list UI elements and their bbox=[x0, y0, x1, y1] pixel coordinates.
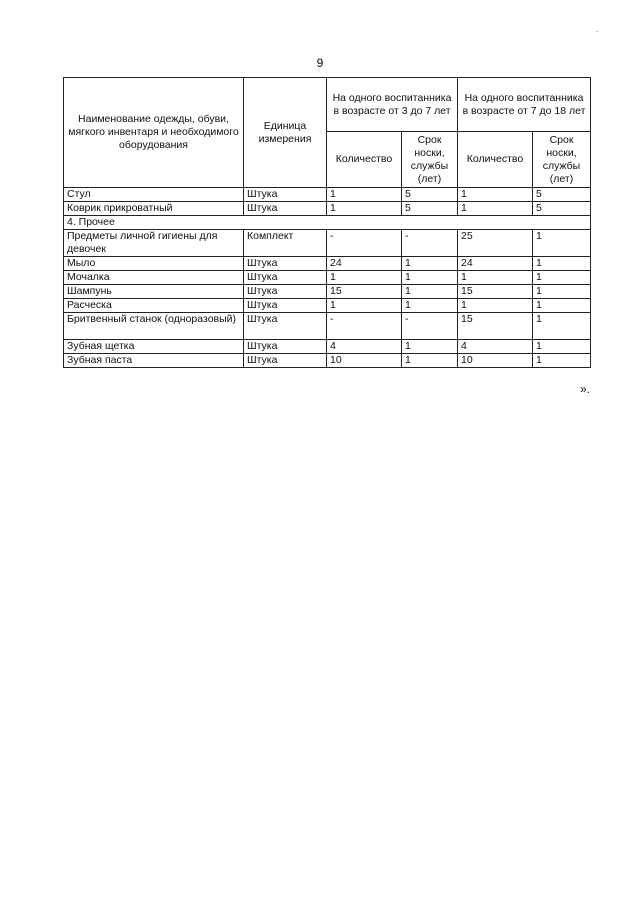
table-row bbox=[64, 299, 591, 313]
cell-period-7-18: 1 bbox=[533, 313, 591, 340]
cell-period-3-7: 1 bbox=[402, 299, 458, 313]
cell-quantity-7-18: 15 bbox=[458, 313, 533, 340]
header-period-3-7: Срок носки, службы (лет) bbox=[402, 132, 458, 188]
table-row bbox=[64, 285, 591, 299]
cell-quantity-3-7: - bbox=[327, 230, 402, 257]
cell-unit: Штука bbox=[244, 271, 327, 285]
cell-quantity-3-7: 10 bbox=[327, 354, 402, 368]
cell-period-3-7: 5 bbox=[402, 188, 458, 202]
cell-name: Зубная щетка bbox=[64, 340, 244, 354]
table-row bbox=[64, 313, 591, 340]
cell-period-7-18: 1 bbox=[533, 354, 591, 368]
cell-name: Мочалка bbox=[64, 271, 244, 285]
header-item-name: Наименование одежды, обуви, мягкого инвентаря и необходимого оборудования bbox=[64, 78, 244, 188]
cell-name: Расческа bbox=[64, 299, 244, 313]
cell-quantity-3-7: 15 bbox=[327, 285, 402, 299]
cell-name: Бритвенный станок (одноразовый) bbox=[64, 313, 244, 340]
cell-period-7-18: 1 bbox=[533, 285, 591, 299]
cell-period-7-18: 1 bbox=[533, 271, 591, 285]
cell-quantity-7-18: 1 bbox=[458, 271, 533, 285]
cell-quantity-7-18: 1 bbox=[458, 299, 533, 313]
closing-quote: ». bbox=[580, 382, 591, 396]
header-unit: Единица измерения bbox=[244, 78, 327, 188]
section-row bbox=[64, 216, 591, 230]
cell-quantity-3-7: 1 bbox=[327, 299, 402, 313]
cell-quantity-7-18: 10 bbox=[458, 354, 533, 368]
cell-unit: Штука bbox=[244, 313, 327, 340]
cell-quantity-7-18: 4 bbox=[458, 340, 533, 354]
cell-period-3-7: - bbox=[402, 230, 458, 257]
cell-period-3-7: 1 bbox=[402, 285, 458, 299]
table-row bbox=[64, 271, 591, 285]
cell-quantity-3-7: 1 bbox=[327, 188, 402, 202]
cell-period-7-18: 1 bbox=[533, 299, 591, 313]
table-row bbox=[64, 188, 591, 202]
table-header-row bbox=[64, 78, 591, 132]
header-period-7-18: Срок носки, службы (лет) bbox=[533, 132, 591, 188]
cell-unit: Штука bbox=[244, 285, 327, 299]
cell-quantity-3-7: 1 bbox=[327, 271, 402, 285]
page-number: 9 bbox=[316, 56, 324, 70]
cell-period-7-18: 5 bbox=[533, 188, 591, 202]
cell-quantity-7-18: 1 bbox=[458, 202, 533, 216]
table-row bbox=[64, 257, 591, 271]
cell-unit: Штука bbox=[244, 202, 327, 216]
table-row bbox=[64, 354, 591, 368]
cell-unit: Штука bbox=[244, 299, 327, 313]
cell-unit: Штука bbox=[244, 257, 327, 271]
header-age-3-7: На одного воспитанника в возрасте от 3 до 7 лет bbox=[327, 78, 458, 132]
header-quantity-3-7: Количество bbox=[327, 132, 402, 188]
cell-quantity-3-7: 1 bbox=[327, 202, 402, 216]
cell-period-3-7: 5 bbox=[402, 202, 458, 216]
cell-period-3-7: 1 bbox=[402, 271, 458, 285]
header-quantity-7-18: Количество bbox=[458, 132, 533, 188]
table-row bbox=[64, 202, 591, 216]
cell-name: Коврик прикроватный bbox=[64, 202, 244, 216]
cell-period-7-18: 1 bbox=[533, 257, 591, 271]
cell-name: Зубная паста bbox=[64, 354, 244, 368]
cell-quantity-7-18: 24 bbox=[458, 257, 533, 271]
table-row bbox=[64, 230, 591, 257]
cell-period-3-7: 1 bbox=[402, 340, 458, 354]
table-body bbox=[64, 188, 591, 368]
cell-quantity-7-18: 25 bbox=[458, 230, 533, 257]
cell-name: Стул bbox=[64, 188, 244, 202]
cell-quantity-3-7: - bbox=[327, 313, 402, 340]
cell-period-3-7: 1 bbox=[402, 354, 458, 368]
cell-quantity-3-7: 24 bbox=[327, 257, 402, 271]
inventory-table bbox=[63, 77, 591, 368]
cell-period-7-18: 1 bbox=[533, 230, 591, 257]
scan-speck bbox=[596, 31, 598, 32]
cell-unit: Штука bbox=[244, 188, 327, 202]
cell-quantity-3-7: 4 bbox=[327, 340, 402, 354]
header-age-7-18: На одного воспитанника в возрасте от 7 до 18 лет bbox=[458, 78, 591, 132]
cell-unit: Штука bbox=[244, 340, 327, 354]
section-title-other: 4. Прочее bbox=[64, 216, 591, 230]
cell-quantity-7-18: 15 bbox=[458, 285, 533, 299]
cell-period-3-7: 1 bbox=[402, 257, 458, 271]
cell-unit: Комплект bbox=[244, 230, 327, 257]
cell-name: Предметы личной гигиены для девочек bbox=[64, 230, 244, 257]
cell-name: Шампунь bbox=[64, 285, 244, 299]
cell-period-7-18: 1 bbox=[533, 340, 591, 354]
cell-name: Мыло bbox=[64, 257, 244, 271]
table-row bbox=[64, 340, 591, 354]
cell-quantity-7-18: 1 bbox=[458, 188, 533, 202]
cell-period-3-7: - bbox=[402, 313, 458, 340]
cell-unit: Штука bbox=[244, 354, 327, 368]
cell-period-7-18: 5 bbox=[533, 202, 591, 216]
